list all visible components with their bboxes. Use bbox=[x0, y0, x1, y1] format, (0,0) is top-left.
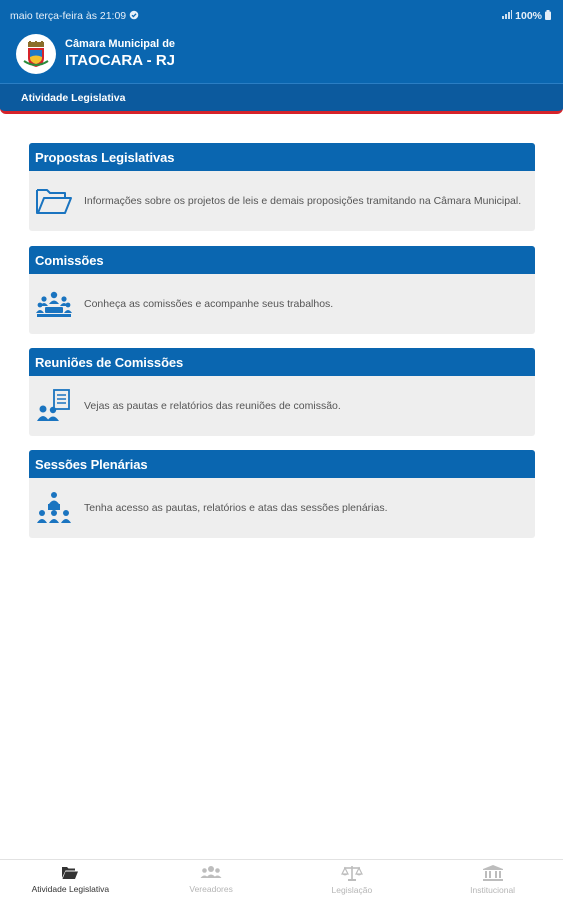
card-description: Conheça as comissões e acompanhe seus trabalhos. bbox=[84, 298, 334, 310]
card-description: Tenha acesso as pautas, relatórios e atas das sessões plenárias. bbox=[84, 502, 388, 514]
nav-label: Legislação bbox=[331, 885, 373, 895]
card-sessoes-plenarias[interactable] bbox=[29, 450, 535, 538]
card-description: Informações sobre os projetos de leis e demais proposições tramitando na Câmara Municipal. bbox=[84, 195, 522, 207]
card-propostas-legislativas[interactable] bbox=[29, 143, 535, 231]
header-title: ITAOCARA - RJ bbox=[65, 51, 175, 69]
users-icon bbox=[200, 865, 222, 880]
card-reunioes-de-comissoes[interactable] bbox=[29, 348, 535, 436]
nav-item-institucional[interactable] bbox=[422, 860, 563, 900]
nav-label: Vereadores bbox=[189, 884, 233, 894]
plenary-icon bbox=[35, 491, 73, 525]
card-title: Sessões Plenárias bbox=[29, 450, 535, 478]
nav-item-vereadores[interactable] bbox=[141, 860, 282, 900]
brand bbox=[16, 34, 175, 74]
folder-open-icon bbox=[35, 184, 73, 218]
city-crest-logo bbox=[16, 34, 56, 74]
card-title: Comissões bbox=[29, 246, 535, 274]
header-subtitle: Câmara Municipal de bbox=[65, 37, 176, 50]
battery-level: 100% bbox=[515, 10, 542, 22]
nav-label: Institucional bbox=[470, 885, 516, 895]
card-comissoes[interactable] bbox=[29, 246, 535, 334]
nav-label: Atividade Legislativa bbox=[31, 884, 110, 894]
status-bar bbox=[10, 9, 551, 23]
folder-open-icon bbox=[61, 865, 79, 880]
signal-icon bbox=[502, 10, 512, 22]
status-time: maio terça-feira às 21:09 bbox=[10, 10, 127, 22]
app-header bbox=[0, 0, 563, 114]
people-document-icon bbox=[35, 389, 73, 423]
card-title: Reuniões de Comissões bbox=[29, 348, 535, 376]
nav-item-atividade-legislativa[interactable] bbox=[0, 860, 141, 900]
battery-icon bbox=[545, 10, 551, 23]
section-title: Atividade Legislativa bbox=[21, 91, 126, 104]
meeting-icon bbox=[35, 287, 73, 321]
bank-icon bbox=[483, 865, 503, 881]
bottom-navigation bbox=[0, 859, 563, 900]
section-title-bar bbox=[0, 83, 563, 111]
scale-icon bbox=[341, 865, 363, 881]
card-title: Propostas Legislativas bbox=[29, 143, 535, 171]
sync-icon bbox=[129, 10, 139, 23]
nav-item-legislacao[interactable] bbox=[282, 860, 423, 900]
card-description: Vejas as pautas e relatórios das reuniões de comissão. bbox=[84, 400, 341, 412]
